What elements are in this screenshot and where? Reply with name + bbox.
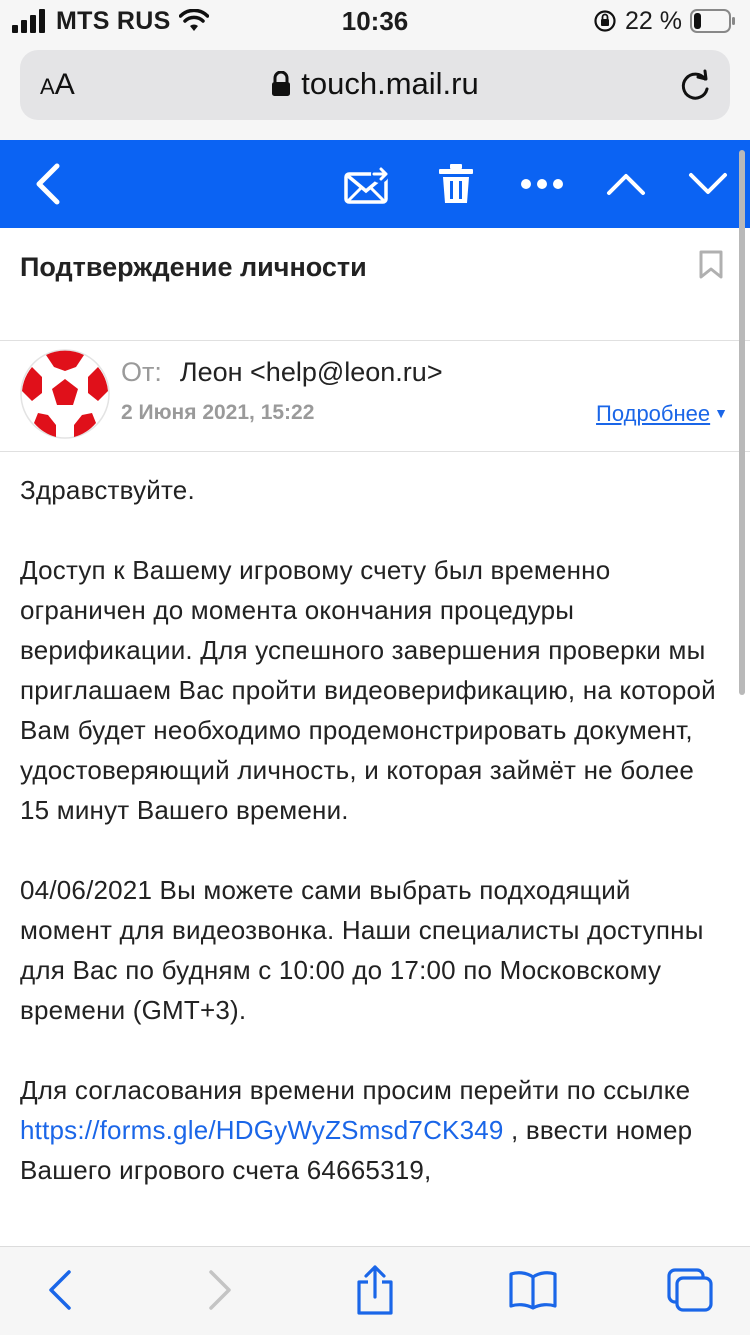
subject-row [0,228,750,341]
reload-icon[interactable] [678,67,712,108]
share-icon [355,1264,395,1316]
previous-email-button[interactable] [600,140,652,228]
lock-icon [271,69,291,105]
browser-forward-icon [207,1269,233,1311]
trash-icon [438,163,474,205]
carrier-name: MTS RUS [56,6,171,35]
next-icon [688,172,728,196]
back-icon [35,163,61,205]
url-text: touch.mail.ru [301,66,479,101]
text-size-button[interactable]: AA [40,68,75,101]
bookmarks-icon [508,1270,558,1310]
details-link[interactable] [596,401,728,427]
more-button[interactable] [514,140,570,228]
bookmark-icon[interactable] [698,250,724,285]
mail-toolbar [0,140,750,228]
address-bar[interactable] [20,50,730,120]
sender-row [0,341,750,452]
next-email-button[interactable] [682,140,734,228]
browser-forward-button[interactable] [200,1265,240,1315]
tabs-button[interactable] [664,1265,716,1315]
battery-level-fill [694,13,701,29]
delete-button[interactable] [430,140,482,228]
status-right [593,6,736,36]
previous-icon [606,172,646,196]
body-paragraph-3-start: Для согласования времени просим перейти по ссылке [20,1075,691,1105]
email-body [20,470,720,1230]
body-greeting: Здравствуйте. [20,475,195,505]
battery-percent: 22 % [625,6,682,35]
email-subject: Подтверждение личности [20,252,367,282]
details-label: Подробнее [596,401,711,426]
body-paragraph-2: 04/06/2021 Вы можете сами выбрать подходящий момент для видеозвонка. Наши специалисты доступны для Вас по будням с 10:00 до 17:00 по Московскому времени (GMT+3). [20,875,704,1025]
battery-icon [690,9,736,33]
avatar [20,349,110,439]
body-paragraph-3 [20,1070,720,1190]
verification-link[interactable]: https://forms.gle/HDGyWyZSmsd7CK349 [20,1115,504,1145]
caret-down-icon: ▼ [714,405,728,421]
tabs-icon [666,1267,714,1313]
browser-bottom-bar [0,1246,750,1335]
orientation-lock-icon [593,9,617,33]
body-paragraph-3-end: , ввести номер Вашего игрового счета 64665319, [20,1115,693,1185]
sender-name[interactable]: Леон <help@leon.ru> [179,357,443,387]
browser-back-icon [47,1269,73,1311]
url-display[interactable] [20,66,730,105]
back-button[interactable] [20,140,76,228]
browser-back-button[interactable] [40,1265,80,1315]
more-icon [520,178,564,190]
browser-url-area [0,44,750,140]
move-to-spam-icon [344,164,392,204]
email-date: 2 Июня 2021, 15:22 [121,401,315,424]
from-label: От: [121,357,162,387]
football-logo-icon [20,349,110,439]
status-time: 10:36 [341,6,409,36]
status-bar [0,0,750,44]
bookmarks-button[interactable] [506,1265,560,1315]
scrollbar[interactable] [739,150,745,695]
share-button[interactable] [352,1265,398,1315]
from-line [121,357,443,388]
body-paragraph-1: Доступ к Вашему игровому счету был временно ограничен до момента окончания процедуры верификации. Для успешного завершения проверки мы приглашаем Вас пройти видеоверификацию, на которой Вам будет необходимо продемонстрировать документ, удостоверяющий личность, и которая займёт не более 15 минут Вашего времени. [20,555,716,825]
move-to-spam-button[interactable] [340,140,396,228]
